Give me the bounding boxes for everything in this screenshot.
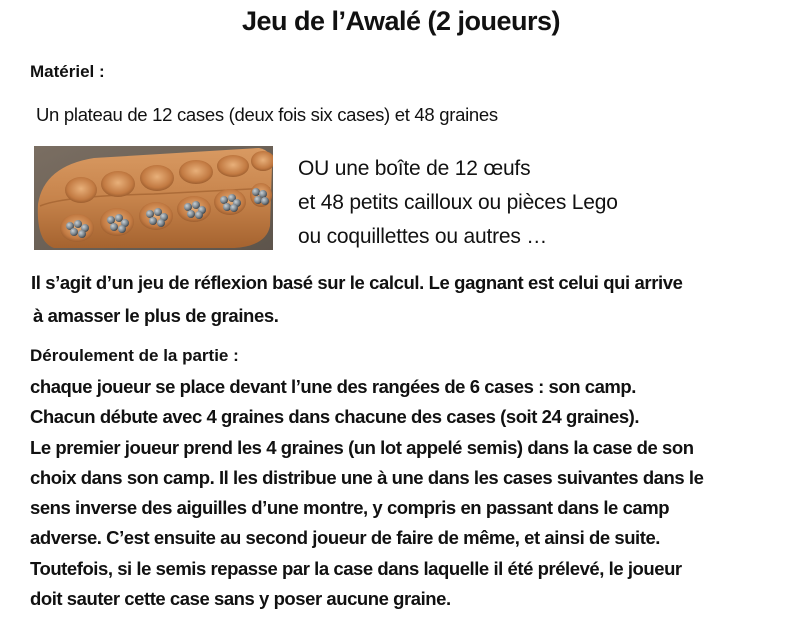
awale-board-photo <box>34 146 273 250</box>
alternative-line: ou coquillettes ou autres … <box>298 225 548 248</box>
alternative-line: OU une boîte de 12 œufs <box>298 157 531 180</box>
rules-paragraph <box>30 372 703 614</box>
intro-line: à amasser le plus de graines. <box>33 305 279 326</box>
alternative-materials <box>298 152 618 254</box>
plateau-description: Un plateau de 12 cases (deux fois six cases) et 48 graines <box>36 104 498 125</box>
rules-line: chaque joueur se place devant l’une des rangées de 6 cases : son camp. <box>30 376 636 397</box>
awale-board-image <box>34 146 273 250</box>
rules-line: Chacun débute avec 4 graines dans chacune des cases (soit 24 graines). <box>30 406 640 428</box>
intro-line: Il s’agit d’un jeu de réflexion basé sur le calcul. Le gagnant est celui qui arrive <box>31 272 683 293</box>
rules-line: Toutefois, si le semis repasse par la case dans laquelle il été prélevé, le joueur <box>30 557 682 579</box>
rules-line: adverse. C’est ensuite au second joueur de faire de même, et ainsi de suite. <box>30 527 660 549</box>
rules-line: sens inverse des aiguilles d’une montre, y compris en passant dans le camp <box>30 497 670 519</box>
intro-paragraph <box>31 266 683 332</box>
deroulement-heading: Déroulement de la partie : <box>30 346 239 365</box>
page-title: Jeu de l’Awalé (2 joueurs) <box>241 6 561 36</box>
rules-line: Le premier joueur prend les 4 graines (un lot appelé semis) dans la case de son <box>30 436 694 458</box>
alternative-line: et 48 petits cailloux ou pièces Lego <box>298 191 618 214</box>
rules-line: choix dans son camp. Il les distribue une à une dans les cases suivantes dans le <box>30 466 704 488</box>
rules-line: doit sauter cette case sans y poser aucune graine. <box>30 588 451 610</box>
materiel-heading: Matériel : <box>30 62 105 81</box>
